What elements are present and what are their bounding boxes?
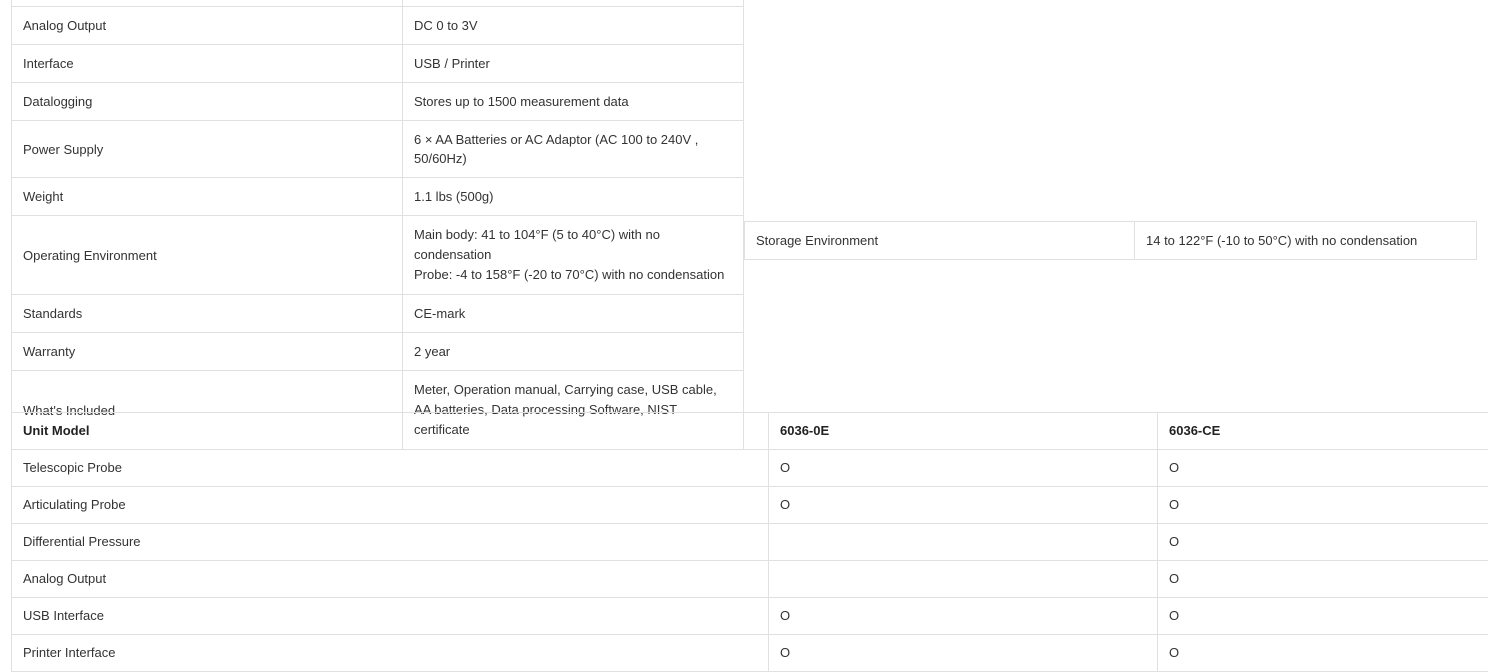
table-row xyxy=(12,121,744,178)
spec-value-interface: USB / Printer xyxy=(403,45,744,83)
feature-mark-differential-pressure-6036-0e xyxy=(769,524,1158,561)
spec-label-weight: Weight xyxy=(12,178,403,216)
unit-model-header-6036-0e: 6036-0E xyxy=(769,413,1158,450)
storage-environment-value: 14 to 122°F (-10 to 50°C) with no condensation xyxy=(1135,222,1477,260)
general-specifications-table xyxy=(11,0,744,450)
feature-label-differential-pressure: Differential Pressure xyxy=(12,524,769,561)
table-row xyxy=(12,295,744,333)
table-row xyxy=(12,178,744,216)
table-row xyxy=(12,7,744,45)
operating-environment-line-2: Probe: -4 to 158°F (-20 to 70°C) with no condensation xyxy=(414,265,732,285)
feature-label-printer-interface: Printer Interface xyxy=(12,635,769,672)
feature-label-usb-interface: USB Interface xyxy=(12,598,769,635)
top-row-fragment-left xyxy=(744,0,1110,3)
spec-label-whats-included: What's Included xyxy=(12,371,403,450)
table-row xyxy=(12,216,744,295)
table-row xyxy=(12,635,1488,672)
storage-environment-label: Storage Environment xyxy=(745,222,1135,260)
unit-model-header-feature: Unit Model xyxy=(12,413,769,450)
feature-mark-analog-output-6036-ce: O xyxy=(1158,561,1488,598)
top-row-fragment-right xyxy=(1110,0,1477,3)
feature-mark-printer-interface-6036-0e: O xyxy=(769,635,1158,672)
whats-included-line-2: AA batteries, Data processing Software, NIST certificate xyxy=(414,400,732,440)
feature-mark-printer-interface-6036-ce: O xyxy=(1158,635,1488,672)
spec-label-power-supply: Power Supply xyxy=(12,121,403,178)
spec-label-interface: Interface xyxy=(12,45,403,83)
whats-included-line-1: Meter, Operation manual, Carrying case, USB cable, xyxy=(414,380,732,400)
operating-environment-line-1: Main body: 41 to 104°F (5 to 40°C) with no condensation xyxy=(414,225,732,265)
spec-value-warranty: 2 year xyxy=(403,333,744,371)
spec-label-warranty: Warranty xyxy=(12,333,403,371)
feature-mark-telescopic-probe-6036-ce: O xyxy=(1158,450,1488,487)
table-row xyxy=(12,333,744,371)
table-row xyxy=(12,524,1488,561)
feature-label-telescopic-probe: Telescopic Probe xyxy=(12,450,769,487)
table-row xyxy=(12,487,1488,524)
spec-label-analog-output: Analog Output xyxy=(12,7,403,45)
unit-model-header-6036-ce: 6036-CE xyxy=(1158,413,1488,450)
spec-value-standards: CE-mark xyxy=(403,295,744,333)
spec-value-datalogging: Stores up to 1500 measurement data xyxy=(403,83,744,121)
spec-value-operating-environment xyxy=(403,216,744,295)
unit-model-table xyxy=(11,412,1488,672)
spec-value-weight: 1.1 lbs (500g) xyxy=(403,178,744,216)
table-row xyxy=(12,45,744,83)
spec-label-operating-environment: Operating Environment xyxy=(12,216,403,295)
table-header-row xyxy=(12,413,1488,450)
feature-mark-telescopic-probe-6036-0e: O xyxy=(769,450,1158,487)
feature-mark-articulating-probe-6036-ce: O xyxy=(1158,487,1488,524)
feature-label-articulating-probe: Articulating Probe xyxy=(12,487,769,524)
storage-environment-table xyxy=(744,221,1477,260)
feature-mark-differential-pressure-6036-ce: O xyxy=(1158,524,1488,561)
table-row xyxy=(12,561,1488,598)
table-row xyxy=(12,450,1488,487)
spec-value-analog-output: DC 0 to 3V xyxy=(403,7,744,45)
feature-mark-articulating-probe-6036-0e: O xyxy=(769,487,1158,524)
feature-mark-usb-interface-6036-0e: O xyxy=(769,598,1158,635)
feature-label-analog-output: Analog Output xyxy=(12,561,769,598)
feature-mark-analog-output-6036-0e xyxy=(769,561,1158,598)
table-row xyxy=(12,83,744,121)
spec-label-standards: Standards xyxy=(12,295,403,333)
spec-label-datalogging: Datalogging xyxy=(12,83,403,121)
feature-mark-usb-interface-6036-ce: O xyxy=(1158,598,1488,635)
table-row xyxy=(745,222,1477,260)
spec-value-power-supply: 6 × AA Batteries or AC Adaptor (AC 100 to 240V , 50/60Hz) xyxy=(403,121,744,178)
table-row xyxy=(12,598,1488,635)
